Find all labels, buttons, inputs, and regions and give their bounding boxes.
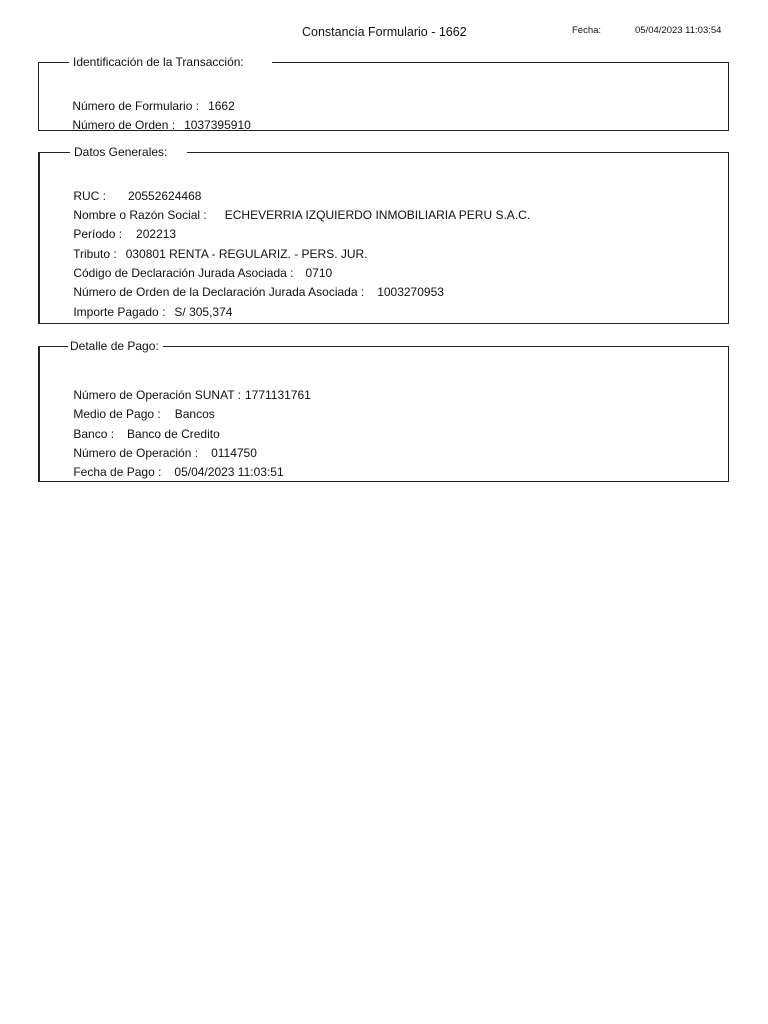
payment-date-value: 05/04/2023 11:03:51	[174, 465, 284, 479]
ruc-label: RUC :	[73, 189, 107, 203]
declaration-order-value: 1003270953	[377, 285, 444, 299]
bank-label: Banco :	[73, 427, 115, 441]
date-value: 05/04/2023 11:03:54	[635, 25, 722, 36]
operation-number-label: Número de Operación :	[73, 446, 199, 460]
date-label: Fecha:	[572, 25, 602, 36]
transaction-legend: Identificación de la Transacción:	[69, 54, 272, 70]
payment-detail-section	[38, 339, 729, 482]
ruc-value: 20552624468	[128, 189, 202, 203]
general-data-section	[38, 145, 729, 324]
payment-detail-legend: Detalle de Pago:	[68, 338, 163, 354]
document-title: Constancia Formulario - 1662	[302, 25, 467, 39]
period-label: Período :	[73, 227, 123, 241]
payment-date-label: Fecha de Pago :	[73, 465, 162, 479]
tax-label: Tributo :	[73, 247, 117, 261]
amount-paid-label: Importe Pagado :	[73, 305, 166, 319]
payment-date-row	[60, 448, 284, 496]
general-data-legend: Datos Generales:	[70, 144, 187, 160]
bank-value: Banco de Credito	[127, 427, 220, 441]
amount-paid-value: S/ 305,374	[174, 305, 233, 319]
order-number-label: Número de Orden :	[72, 118, 176, 132]
declaration-code-label: Código de Declaración Jurada Asociada :	[73, 266, 294, 280]
form-number-value: 1662	[208, 99, 235, 113]
order-number-value: 1037395910	[184, 118, 251, 132]
operation-number-value: 0114750	[211, 446, 257, 460]
sunat-operation-label: Número de Operación SUNAT :	[73, 388, 241, 402]
declaration-order-label: Número de Orden de la Declaración Jurada Asociada :	[73, 285, 365, 299]
declaration-code-value: 0710	[305, 266, 333, 280]
payment-method-value: Bancos	[174, 407, 215, 421]
amount-paid-row	[60, 288, 232, 336]
business-name-value: ECHEVERRIA IZQUIERDO INMOBILIARIA PERU S.A.C.	[224, 208, 531, 222]
transaction-section	[38, 55, 729, 132]
tax-value: 030801 RENTA - REGULARIZ. - PERS. JUR.	[125, 247, 368, 261]
business-name-label: Nombre o Razón Social :	[73, 208, 207, 222]
form-number-label: Número de Formulario :	[72, 99, 200, 113]
payment-method-label: Medio de Pago :	[73, 407, 161, 421]
order-number-row	[59, 101, 251, 149]
sunat-operation-value: 1771131761	[244, 388, 311, 402]
period-value: 202213	[136, 227, 177, 241]
